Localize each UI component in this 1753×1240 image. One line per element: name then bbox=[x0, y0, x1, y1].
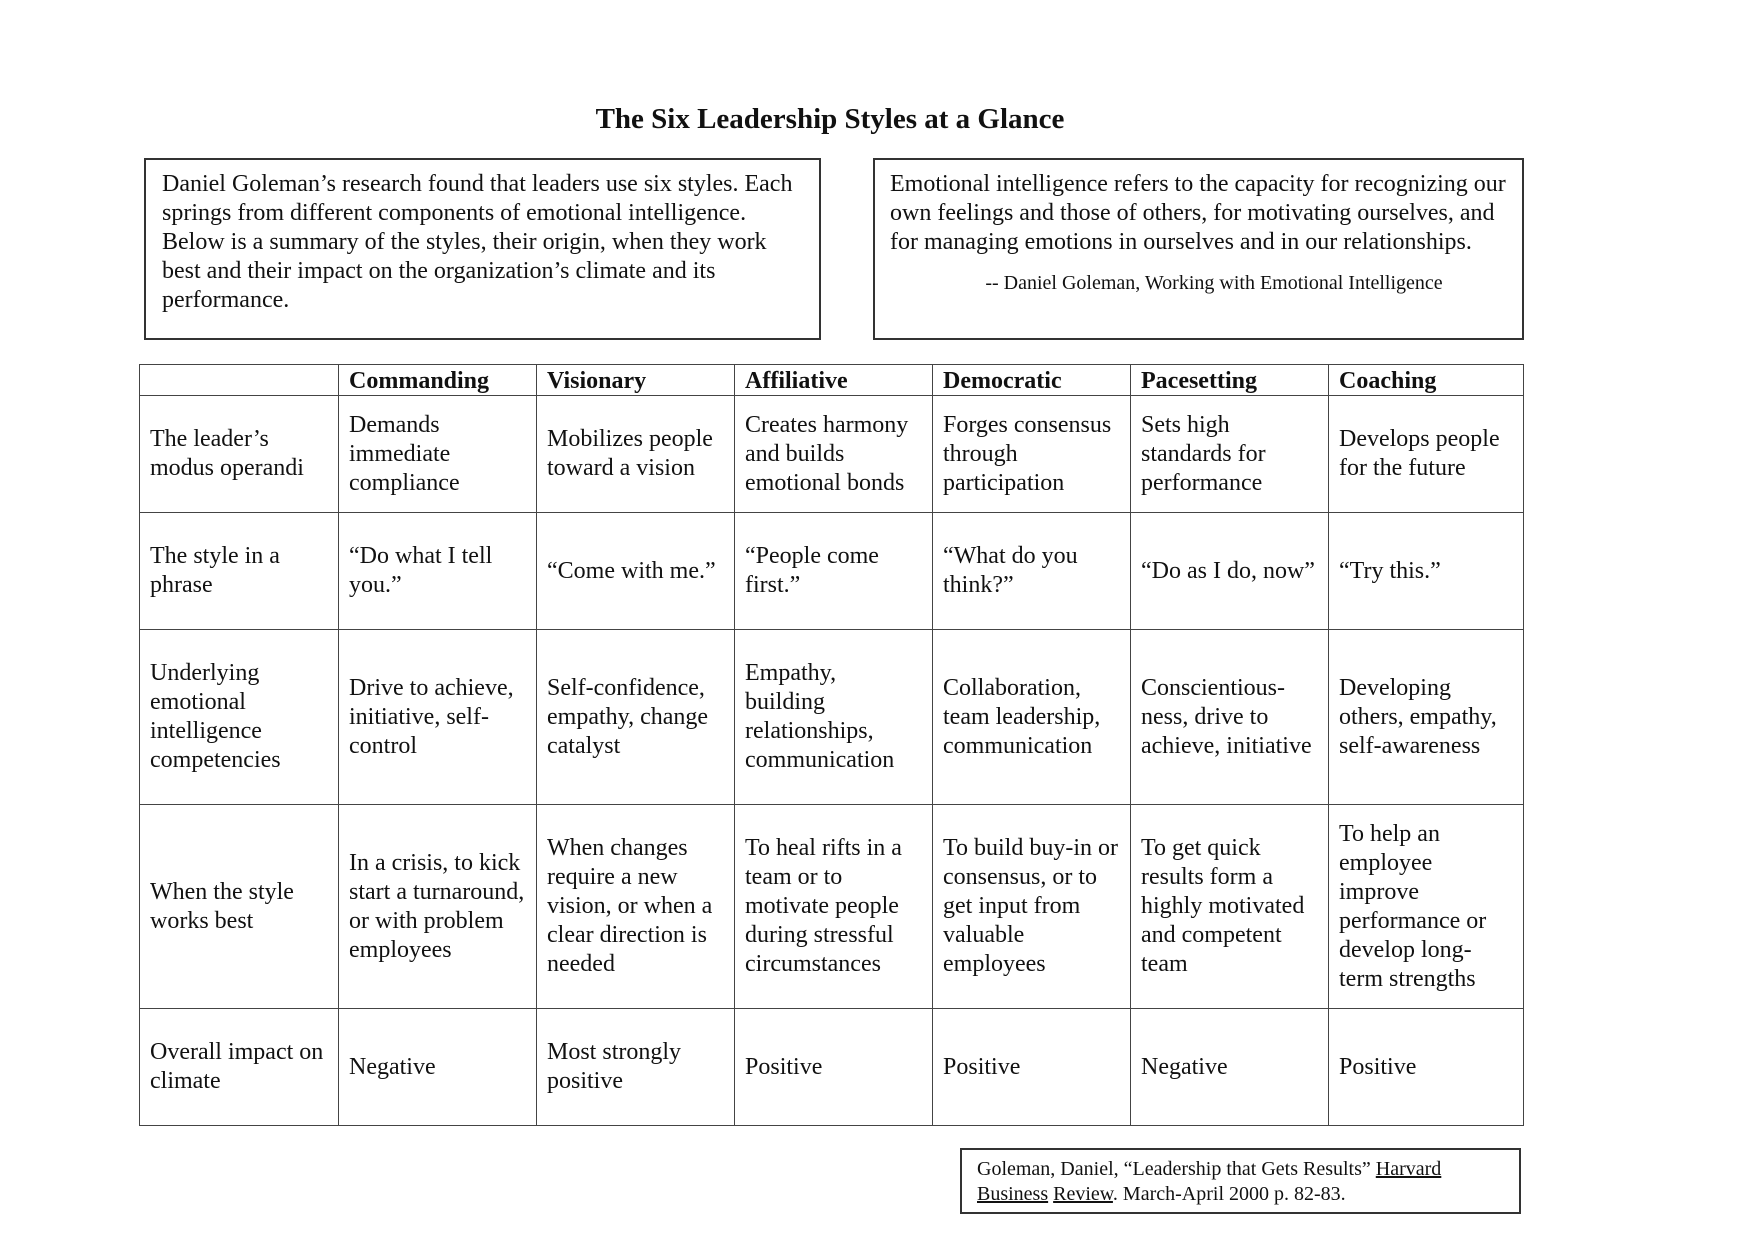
table-cell: Positive bbox=[735, 1009, 933, 1126]
citation-journal-business: Business bbox=[977, 1183, 1049, 1205]
table-row bbox=[140, 805, 1524, 1009]
table-cell: “Do what I tell you.” bbox=[339, 513, 537, 630]
leadership-styles-table bbox=[139, 364, 1524, 1126]
table-cell: Forges consensus through participation bbox=[933, 396, 1131, 513]
table-cell: To build buy-in or consensus, or to get input from valuable employees bbox=[933, 805, 1131, 1009]
citation-journal-harvard: Harvard bbox=[1375, 1158, 1442, 1180]
quote-attribution: -- Daniel Goleman, Working with Emotional Intelligence bbox=[985, 272, 1443, 294]
table-cell: In a crisis, to kick start a turnaround, or with problem employees bbox=[339, 805, 537, 1009]
citation-prefix: Goleman, Daniel, “Leadership that Gets Results” bbox=[977, 1158, 1376, 1180]
row-label-works-best: When the style works best bbox=[140, 805, 339, 1009]
table-cell: Demands immediate compliance bbox=[339, 396, 537, 513]
table-cell: “People come first.” bbox=[735, 513, 933, 630]
table-cell: Creates harmony and builds emotional bonds bbox=[735, 396, 933, 513]
table-header-row bbox=[140, 365, 1524, 396]
table-cell: Drive to achieve, initiative, self-control bbox=[339, 630, 537, 805]
row-label-style-phrase: The style in a phrase bbox=[140, 513, 339, 630]
table-cell: To heal rifts in a team or to motivate people during stressful circumstances bbox=[735, 805, 933, 1009]
column-header-coaching: Coaching bbox=[1329, 365, 1524, 396]
table-row bbox=[140, 630, 1524, 805]
table-cell: Developing others, empathy, self-awareness bbox=[1329, 630, 1524, 805]
table-cell: Collaboration, team leadership, communication bbox=[933, 630, 1131, 805]
table-cell: Empathy, building relationships, communication bbox=[735, 630, 933, 805]
row-label-ei-competencies: Underlying emotional intelligence competencies bbox=[140, 630, 339, 805]
intro-summary-box bbox=[144, 158, 821, 340]
table-cell: Most strongly positive bbox=[537, 1009, 735, 1126]
table-cell: Mobilizes people toward a vision bbox=[537, 396, 735, 513]
column-header-commanding: Commanding bbox=[339, 365, 537, 396]
row-label-overall-impact: Overall impact on climate bbox=[140, 1009, 339, 1126]
table-cell: Self-confidence, empathy, change catalyst bbox=[537, 630, 735, 805]
table-cell: Sets high standards for performance bbox=[1131, 396, 1329, 513]
table-cell: Negative bbox=[1131, 1009, 1329, 1126]
table-cell: Positive bbox=[1329, 1009, 1524, 1126]
citation-suffix: . March-April 2000 p. 82-83. bbox=[1112, 1183, 1346, 1205]
definition-quote-text: Emotional intelligence refers to the capacity for recognizing our own feelings and those of others, for motivating ourselves, and for managing emotions in ourselves and in our relationships. bbox=[890, 171, 1506, 255]
page-title: The Six Leadership Styles at a Glance bbox=[595, 103, 1065, 135]
table-cell: To get quick results form a highly motivated and competent team bbox=[1131, 805, 1329, 1009]
table-cell: “What do you think?” bbox=[933, 513, 1131, 630]
table-cell: Negative bbox=[339, 1009, 537, 1126]
row-label-modus-operandi: The leader’s modus operandi bbox=[140, 396, 339, 513]
table-cell: “Do as I do, now” bbox=[1131, 513, 1329, 630]
table-cell: When changes require a new vision, or when a clear direction is needed bbox=[537, 805, 735, 1009]
column-header-pacesetting: Pacesetting bbox=[1131, 365, 1329, 396]
definition-quote-box bbox=[873, 158, 1524, 340]
table-cell: “Come with me.” bbox=[537, 513, 735, 630]
table-cell: To help an employee improve performance or develop long-term strengths bbox=[1329, 805, 1524, 1009]
table-row bbox=[140, 513, 1524, 630]
column-header-affiliative: Affiliative bbox=[735, 365, 933, 396]
table-cell: Positive bbox=[933, 1009, 1131, 1126]
citation-box bbox=[960, 1148, 1521, 1214]
intro-summary-text: Daniel Goleman’s research found that leaders use six styles. Each springs from different components of emotional intelligence. Below is a summary of the styles, their origin, when they work best and their impact on the organization’s climate and its performance. bbox=[162, 171, 793, 313]
table-corner-cell bbox=[140, 365, 339, 396]
table-row bbox=[140, 396, 1524, 513]
table-cell: Conscientious-ness, drive to achieve, initiative bbox=[1131, 630, 1329, 805]
column-header-visionary: Visionary bbox=[537, 365, 735, 396]
citation-journal-review: Review bbox=[1053, 1183, 1113, 1205]
table-row bbox=[140, 1009, 1524, 1126]
table-cell: “Try this.” bbox=[1329, 513, 1524, 630]
table-cell: Develops people for the future bbox=[1329, 396, 1524, 513]
column-header-democratic: Democratic bbox=[933, 365, 1131, 396]
